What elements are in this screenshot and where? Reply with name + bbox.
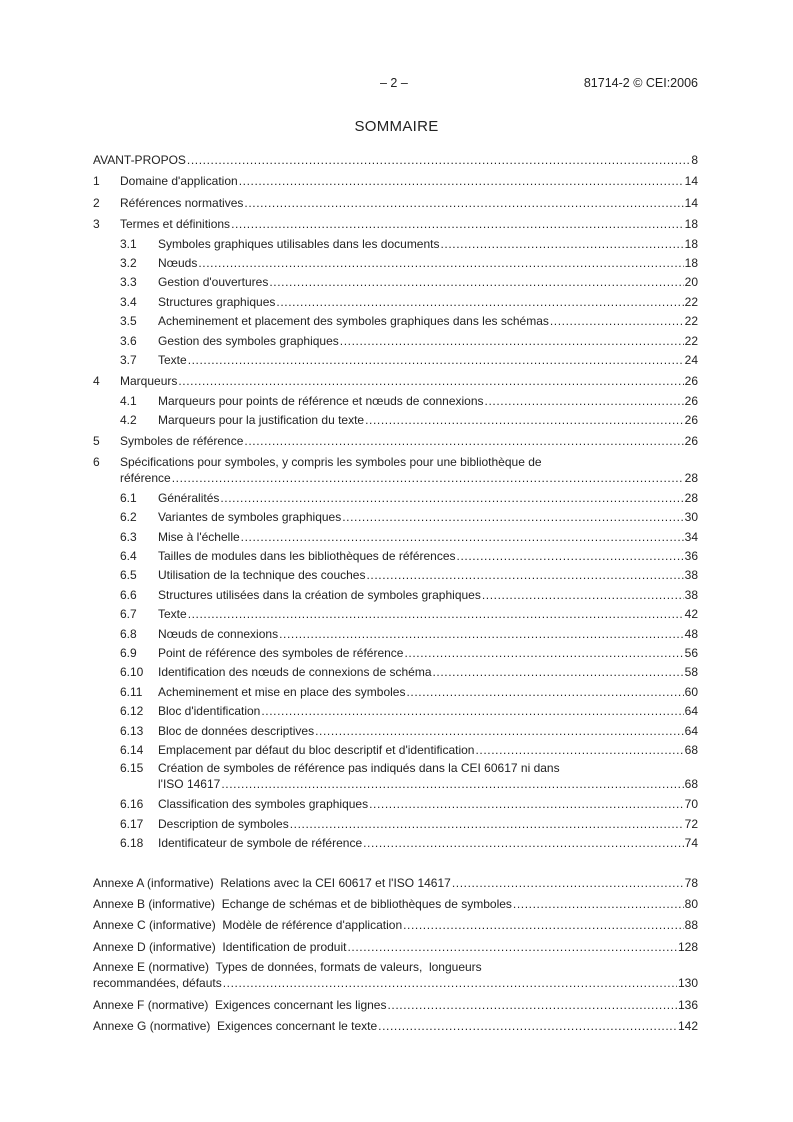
entry-title: Nœuds bbox=[158, 255, 198, 270]
entry-number: 6.10 bbox=[120, 665, 144, 680]
dot-leader bbox=[239, 172, 684, 191]
entry-title: Spécifications pour symboles, y compris les symboles pour une bibliothèque de bbox=[120, 454, 542, 469]
entry-number: 6.12 bbox=[120, 704, 144, 719]
entry-page: 26 bbox=[684, 393, 698, 408]
entry-number: 4.1 bbox=[120, 393, 137, 408]
entry-title: Annexe D (informative) Identification de produit bbox=[93, 939, 347, 954]
entry-title: Annexe B (informative) Echange de schémas et de bibliothèques de symboles bbox=[93, 896, 512, 911]
entry-page: 48 bbox=[684, 626, 698, 641]
entry-number: 6.17 bbox=[120, 816, 144, 831]
dot-leader bbox=[378, 1017, 677, 1036]
dot-leader bbox=[369, 795, 684, 814]
document-reference: 81714-2 © CEI:2006 bbox=[583, 76, 698, 90]
entry-number: 6.3 bbox=[120, 529, 137, 544]
entry-title: Symboles de référence bbox=[120, 434, 244, 449]
toc-entry[interactable] bbox=[93, 547, 698, 566]
entry-page: 70 bbox=[684, 797, 698, 812]
dot-leader bbox=[198, 254, 683, 273]
section-gap bbox=[93, 854, 698, 874]
dot-leader bbox=[485, 392, 684, 411]
dot-leader bbox=[244, 194, 683, 213]
entry-title: Emplacement par défaut du bloc descriptif et d'identification bbox=[158, 742, 475, 757]
entry-page: 18 bbox=[684, 236, 698, 251]
dot-leader bbox=[220, 489, 683, 508]
dot-leader bbox=[403, 916, 684, 935]
toc-entry[interactable] bbox=[93, 741, 698, 760]
entry-page: 38 bbox=[684, 587, 698, 602]
entry-title: Point de référence des symboles de référence bbox=[158, 645, 404, 660]
toc-entry[interactable] bbox=[93, 795, 698, 814]
entry-page: 68 bbox=[684, 777, 698, 792]
dot-leader bbox=[387, 996, 676, 1015]
dot-leader bbox=[244, 432, 683, 451]
toc-entry[interactable] bbox=[93, 605, 698, 624]
entry-title: Généralités bbox=[158, 490, 220, 505]
dot-leader bbox=[482, 586, 684, 605]
toc-entry-line bbox=[93, 454, 698, 470]
annex-entry[interactable] bbox=[93, 1017, 698, 1036]
toc-entry-line bbox=[93, 470, 698, 489]
toc-entry[interactable] bbox=[93, 235, 698, 254]
entry-page: 56 bbox=[684, 645, 698, 660]
entry-page: 88 bbox=[684, 918, 698, 933]
toc-entry[interactable] bbox=[93, 254, 698, 273]
entry-title: Mise à l'échelle bbox=[158, 529, 240, 544]
entry-title: Annexe C (informative) Modèle de référence d'application bbox=[93, 918, 403, 933]
dot-leader bbox=[406, 683, 683, 702]
toc-entry[interactable] bbox=[93, 528, 698, 547]
entry-page: 28 bbox=[684, 470, 698, 485]
entry-title: Identificateur de symbole de référence bbox=[158, 836, 363, 851]
page-title: SOMMAIRE bbox=[354, 118, 439, 135]
entry-title: l'ISO 14617 bbox=[158, 777, 221, 792]
dot-leader bbox=[231, 215, 684, 234]
entry-title: Texte bbox=[158, 352, 187, 367]
entry-title: AVANT-PROPOS bbox=[93, 153, 186, 167]
entry-title: Gestion des symboles graphiques bbox=[158, 333, 339, 348]
entry-number: 6.8 bbox=[120, 626, 137, 641]
dot-leader bbox=[452, 874, 684, 893]
dot-leader bbox=[513, 895, 684, 914]
entry-title: Nœuds de connexions bbox=[158, 626, 279, 641]
entry-title: Symboles graphiques utilisables dans les documents bbox=[158, 236, 440, 251]
toc-entry[interactable] bbox=[93, 586, 698, 605]
entry-title: référence bbox=[120, 470, 171, 485]
dot-leader bbox=[279, 625, 684, 644]
annex-entry[interactable] bbox=[93, 996, 698, 1015]
entry-page: 14 bbox=[684, 174, 698, 189]
toc-entry[interactable] bbox=[93, 293, 698, 312]
entry-title: Termes et définitions bbox=[120, 217, 231, 232]
entry-title: Annexe F (normative) Exigences concernant les lignes bbox=[93, 998, 387, 1013]
dot-leader bbox=[433, 663, 684, 682]
entry-number: 5 bbox=[93, 434, 100, 449]
toc-entry-line bbox=[93, 959, 698, 975]
dot-leader bbox=[269, 273, 683, 292]
dot-leader bbox=[188, 351, 684, 370]
dot-leader bbox=[221, 776, 683, 793]
entry-page: 60 bbox=[684, 684, 698, 699]
entry-page: 28 bbox=[684, 490, 698, 505]
entry-number: 6.7 bbox=[120, 607, 137, 622]
dot-leader bbox=[241, 528, 684, 547]
entry-title: recommandées, défauts bbox=[93, 976, 222, 991]
entry-title: Identification des nœuds de connexions de schéma bbox=[158, 665, 432, 680]
toc-entry[interactable] bbox=[93, 312, 698, 331]
toc-entry[interactable] bbox=[93, 151, 698, 170]
entry-page: 68 bbox=[684, 742, 698, 757]
toc-entry[interactable] bbox=[93, 834, 698, 853]
dot-leader bbox=[340, 332, 684, 351]
entry-page: 22 bbox=[684, 314, 698, 329]
entry-title: Marqueurs pour points de référence et nœuds de connexions bbox=[158, 393, 484, 408]
entry-page: 34 bbox=[684, 529, 698, 544]
entry-page: 18 bbox=[684, 255, 698, 270]
entry-number: 6.9 bbox=[120, 645, 137, 660]
entry-page: 14 bbox=[684, 195, 698, 210]
entry-page: 142 bbox=[677, 1019, 698, 1034]
dot-leader bbox=[290, 815, 684, 834]
entry-page: 24 bbox=[684, 352, 698, 367]
entry-page: 36 bbox=[684, 549, 698, 564]
entry-page: 22 bbox=[684, 333, 698, 348]
entry-title: Texte bbox=[158, 607, 187, 622]
entry-number: 6.18 bbox=[120, 836, 144, 851]
dot-leader bbox=[404, 644, 683, 663]
toc-entry[interactable] bbox=[93, 273, 698, 292]
toc-entry[interactable] bbox=[93, 432, 698, 451]
toc-entry[interactable] bbox=[93, 702, 698, 721]
toc-entry-line bbox=[93, 975, 698, 994]
entry-title: Tailles de modules dans les bibliothèques de références bbox=[158, 549, 456, 564]
dot-leader bbox=[365, 411, 684, 430]
entry-number: 3.2 bbox=[120, 255, 137, 270]
toc-entry[interactable] bbox=[93, 392, 698, 411]
dot-leader bbox=[172, 470, 684, 487]
entry-number: 3.3 bbox=[120, 275, 137, 290]
toc-entry[interactable] bbox=[93, 215, 698, 234]
dot-leader bbox=[315, 722, 684, 741]
entry-number: 3.1 bbox=[120, 236, 137, 251]
toc-entry-line bbox=[93, 776, 698, 795]
entry-title: Marqueurs pour la justification du texte bbox=[158, 413, 365, 428]
entry-page: 80 bbox=[684, 896, 698, 911]
toc-entry[interactable] bbox=[93, 683, 698, 702]
annex-entry[interactable] bbox=[93, 959, 698, 994]
entry-page: 18 bbox=[684, 217, 698, 232]
entry-title: Annexe G (normative) Exigences concernant le texte bbox=[93, 1019, 378, 1034]
toc-entry[interactable] bbox=[93, 194, 698, 213]
entry-title: Domaine d'application bbox=[120, 174, 238, 189]
entry-title: Variantes de symboles graphiques bbox=[158, 510, 342, 525]
toc-entry[interactable] bbox=[93, 663, 698, 682]
entry-number: 3.4 bbox=[120, 294, 137, 309]
entry-number: 4.2 bbox=[120, 413, 137, 428]
entry-number: 3.6 bbox=[120, 333, 137, 348]
entry-title: Marqueurs bbox=[120, 374, 178, 389]
toc-entry[interactable] bbox=[93, 411, 698, 430]
entry-number: 6.4 bbox=[120, 549, 137, 564]
entry-page: 130 bbox=[677, 976, 698, 991]
annex-entry[interactable] bbox=[93, 895, 698, 914]
dot-leader bbox=[178, 372, 683, 391]
annex-entry[interactable] bbox=[93, 874, 698, 893]
entry-page: 30 bbox=[684, 510, 698, 525]
dot-leader bbox=[347, 938, 677, 957]
entry-number: 6.15 bbox=[120, 761, 144, 776]
entry-number: 6.11 bbox=[120, 684, 143, 699]
toc-entry[interactable] bbox=[93, 760, 698, 795]
toc-entry[interactable] bbox=[93, 815, 698, 834]
entry-number: 3.5 bbox=[120, 314, 137, 329]
entry-page: 38 bbox=[684, 568, 698, 583]
entry-number: 3.7 bbox=[120, 352, 137, 367]
entry-number: 6 bbox=[93, 454, 100, 469]
entry-page: 58 bbox=[684, 665, 698, 680]
entry-number: 6.1 bbox=[120, 490, 137, 505]
entry-page: 26 bbox=[684, 413, 698, 428]
toc-entry[interactable] bbox=[93, 566, 698, 585]
table-of-contents bbox=[93, 151, 698, 1037]
entry-title: Références normatives bbox=[120, 195, 244, 210]
dot-leader bbox=[342, 508, 683, 527]
entry-page: 64 bbox=[684, 704, 698, 719]
dot-leader bbox=[261, 702, 683, 721]
entry-title: Acheminement et placement des symboles graphiques dans les schémas bbox=[158, 314, 549, 329]
entry-page: 26 bbox=[684, 434, 698, 449]
toc-entry[interactable] bbox=[93, 508, 698, 527]
entry-number: 3 bbox=[93, 217, 100, 232]
entry-title: Bloc de données descriptives bbox=[158, 723, 315, 738]
toc-entry-line bbox=[93, 760, 698, 776]
entry-title: Utilisation de la technique des couches bbox=[158, 568, 366, 583]
entry-title: Gestion d'ouvertures bbox=[158, 275, 269, 290]
dot-leader bbox=[457, 547, 684, 566]
entry-title: Structures graphiques bbox=[158, 294, 276, 309]
annex-entry[interactable] bbox=[93, 938, 698, 957]
entry-title: Annexe A (informative) Relations avec la CEI 60617 et l'ISO 14617 bbox=[93, 875, 451, 890]
entry-number: 4 bbox=[93, 374, 100, 389]
toc-entry[interactable] bbox=[93, 332, 698, 351]
toc-entry[interactable] bbox=[93, 644, 698, 663]
toc-entry[interactable] bbox=[93, 172, 698, 191]
entry-page: 72 bbox=[684, 816, 698, 831]
entry-number: 6.16 bbox=[120, 797, 144, 812]
entry-number: 6.13 bbox=[120, 723, 144, 738]
entry-page: 20 bbox=[684, 275, 698, 290]
dot-leader bbox=[363, 834, 684, 853]
annex-entry[interactable] bbox=[93, 916, 698, 935]
toc-entry[interactable] bbox=[93, 489, 698, 508]
dot-leader bbox=[223, 975, 677, 992]
dot-leader bbox=[187, 151, 690, 170]
entry-number: 1 bbox=[93, 174, 100, 189]
entry-title: Bloc d'identification bbox=[158, 704, 261, 719]
entry-number: 2 bbox=[93, 195, 100, 210]
dot-leader bbox=[188, 605, 684, 624]
entry-page: 128 bbox=[677, 939, 698, 954]
entry-page: 42 bbox=[684, 607, 698, 622]
entry-page: 22 bbox=[684, 294, 698, 309]
entry-page: 64 bbox=[684, 723, 698, 738]
entry-title: Structures utilisées dans la création de symboles graphiques bbox=[158, 587, 481, 602]
entry-title: Création de symboles de référence pas indiqués dans la CEI 60617 ni dans bbox=[158, 761, 560, 776]
entry-number: 6.14 bbox=[120, 742, 144, 757]
toc-entry[interactable] bbox=[93, 625, 698, 644]
dot-leader bbox=[276, 293, 683, 312]
page-number: – 2 – bbox=[380, 76, 408, 90]
dot-leader bbox=[366, 566, 683, 585]
entry-title: Classification des symboles graphiques bbox=[158, 797, 369, 812]
entry-title: Acheminement et mise en place des symboles bbox=[158, 684, 406, 699]
entry-page: 78 bbox=[684, 875, 698, 890]
entry-page: 74 bbox=[684, 836, 698, 851]
toc-entry[interactable] bbox=[93, 454, 698, 489]
entry-number: 6.6 bbox=[120, 587, 137, 602]
entry-number: 6.5 bbox=[120, 568, 137, 583]
toc-entry[interactable] bbox=[93, 351, 698, 370]
dot-leader bbox=[475, 741, 683, 760]
entry-page: 8 bbox=[691, 153, 698, 167]
toc-entry[interactable] bbox=[93, 722, 698, 741]
dot-leader bbox=[550, 312, 684, 331]
toc-entry[interactable] bbox=[93, 372, 698, 391]
entry-page: 26 bbox=[684, 374, 698, 389]
entry-number: 6.2 bbox=[120, 510, 137, 525]
entry-title: Description de symboles bbox=[158, 816, 289, 831]
dot-leader bbox=[441, 235, 684, 254]
entry-title: Annexe E (normative) Types de données, formats de valeurs, longueurs bbox=[93, 960, 482, 975]
entry-page: 136 bbox=[677, 998, 698, 1013]
